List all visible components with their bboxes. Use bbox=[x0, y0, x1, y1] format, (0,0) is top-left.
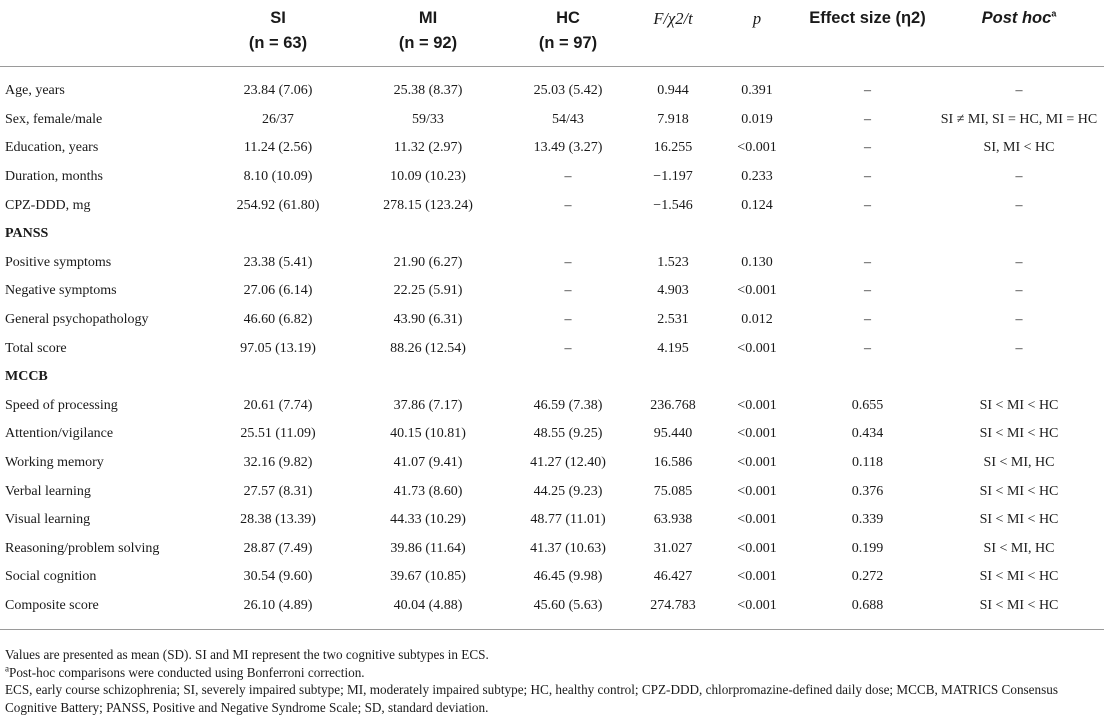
row-label: Speed of processing bbox=[5, 397, 118, 413]
cell-effect-size: – bbox=[864, 111, 871, 127]
cell-effect-size: 0.272 bbox=[851, 569, 884, 585]
cell-si bbox=[203, 363, 353, 392]
cell-post-hoc: SI < MI < HC bbox=[979, 569, 1059, 585]
cell-hc: 41.37 (10.63) bbox=[530, 540, 606, 556]
section-header-row bbox=[0, 363, 1104, 392]
cell-p-value: <0.001 bbox=[737, 140, 777, 156]
row-label: General psychopathology bbox=[5, 312, 149, 328]
cell-hc: 48.77 (11.01) bbox=[530, 512, 606, 528]
cell-post-hoc: – bbox=[1015, 340, 1023, 356]
cell-p-value: 0.124 bbox=[741, 197, 773, 213]
cell-p-value: <0.001 bbox=[737, 340, 777, 356]
cell-mi: 40.04 (4.88) bbox=[393, 597, 463, 613]
cell-si: 20.61 (7.74) bbox=[243, 397, 313, 413]
row-label: Visual learning bbox=[5, 512, 91, 528]
row-label: Reasoning/problem solving bbox=[5, 540, 160, 556]
footnote-marker: a bbox=[5, 663, 9, 674]
table-footnotes bbox=[5, 646, 1100, 716]
cell-hc: 41.27 (12.40) bbox=[530, 455, 606, 471]
cell-mi: 44.33 (10.29) bbox=[390, 512, 466, 528]
cell-mi: 37.86 (7.17) bbox=[393, 397, 463, 413]
table-row bbox=[0, 106, 1104, 135]
table-row bbox=[0, 277, 1104, 306]
header-effect-text: Effect size (η2) bbox=[809, 9, 926, 27]
cell-post-hoc: SI < MI, HC bbox=[983, 540, 1055, 556]
cell-statistic: 0.944 bbox=[657, 83, 689, 99]
footnote-values: Values are presented as mean (SD). SI and MI represent the two cognitive subtypes in ECS. bbox=[5, 647, 489, 662]
cell-effect-size: – bbox=[864, 140, 871, 156]
cell-post-hoc: SI ≠ MI, SI = HC, MI = HC bbox=[940, 111, 1098, 127]
cell-p-value: <0.001 bbox=[737, 397, 777, 413]
footnote-posthoc-text: Post-hoc comparisons were conducted using Bonferroni correction. bbox=[9, 664, 365, 680]
cell-effect-size: 0.199 bbox=[851, 540, 884, 556]
cell-mi: 88.26 (12.54) bbox=[390, 340, 466, 356]
cell-hc: 45.60 (5.63) bbox=[533, 597, 603, 613]
cell-p-value: <0.001 bbox=[737, 597, 777, 613]
cell-si: 46.60 (6.82) bbox=[243, 312, 313, 328]
header-statistic-text: F/χ2/t bbox=[653, 9, 693, 28]
cell-statistic: −1.197 bbox=[653, 169, 693, 185]
header-hc-title: HC bbox=[556, 9, 580, 27]
cell-effect-size bbox=[801, 363, 934, 392]
table-row bbox=[0, 392, 1104, 421]
cell-si: 27.06 (6.14) bbox=[243, 283, 313, 299]
cell-statistic: 2.531 bbox=[657, 312, 689, 328]
cell-mi: 59/33 bbox=[412, 111, 444, 127]
cell-si: 27.57 (8.31) bbox=[243, 483, 313, 499]
header-label-cell bbox=[0, 0, 203, 67]
header-post-hoc bbox=[934, 0, 1104, 67]
cell-hc: – bbox=[564, 283, 572, 299]
cell-p-value: <0.001 bbox=[737, 569, 777, 585]
row-label: Working memory bbox=[5, 455, 104, 471]
row-label: Social cognition bbox=[5, 569, 97, 585]
cell-statistic: 274.783 bbox=[650, 597, 696, 613]
header-si bbox=[203, 0, 353, 67]
cell-mi: 278.15 (123.24) bbox=[383, 197, 473, 213]
cell-hc: 13.49 (3.27) bbox=[533, 140, 603, 156]
header-hc bbox=[503, 0, 633, 67]
cell-p-value: <0.001 bbox=[737, 483, 777, 499]
table-body bbox=[0, 67, 1104, 630]
cell-p-value bbox=[713, 220, 801, 249]
cell-hc: – bbox=[564, 340, 572, 356]
cell-post-hoc: SI < MI, HC bbox=[983, 455, 1055, 471]
cell-effect-size: – bbox=[864, 197, 871, 213]
cell-post-hoc: – bbox=[1015, 283, 1023, 299]
table-row bbox=[0, 592, 1104, 630]
cell-p-value: 0.233 bbox=[741, 169, 773, 185]
cell-p-value: <0.001 bbox=[737, 512, 777, 528]
cell-si: 26.10 (4.89) bbox=[243, 597, 313, 613]
cell-statistic: 7.918 bbox=[657, 111, 689, 127]
cell-p-value: <0.001 bbox=[737, 455, 777, 471]
header-posthoc-text: Post hoc bbox=[981, 9, 1052, 27]
cell-mi: 11.32 (2.97) bbox=[393, 140, 463, 156]
row-label: Total score bbox=[5, 340, 67, 356]
cell-effect-size: 0.118 bbox=[852, 455, 883, 471]
row-label: Composite score bbox=[5, 597, 99, 613]
footnote-posthoc bbox=[5, 664, 1100, 682]
cell-si: 25.51 (11.09) bbox=[240, 426, 316, 442]
cell-p-value: 0.130 bbox=[741, 254, 773, 270]
cell-effect-size: – bbox=[864, 83, 871, 99]
cell-statistic: 46.427 bbox=[653, 569, 693, 585]
row-label: Negative symptoms bbox=[5, 283, 117, 299]
cell-si: 26/37 bbox=[262, 111, 294, 127]
table-row bbox=[0, 334, 1104, 363]
cell-statistic: 4.903 bbox=[657, 283, 689, 299]
cell-post-hoc bbox=[934, 363, 1104, 392]
cell-hc: 25.03 (5.42) bbox=[533, 83, 603, 99]
cell-hc: 44.25 (9.23) bbox=[533, 483, 603, 499]
section-title: MCCB bbox=[5, 369, 48, 385]
cell-post-hoc: SI < MI < HC bbox=[979, 397, 1059, 413]
cell-si: 23.84 (7.06) bbox=[243, 83, 313, 99]
cell-effect-size: – bbox=[864, 254, 871, 270]
cell-hc: – bbox=[564, 312, 572, 328]
cell-si: 11.24 (2.56) bbox=[243, 140, 313, 156]
row-label: Duration, months bbox=[5, 169, 103, 185]
cell-p-value: <0.001 bbox=[737, 426, 777, 442]
header-hc-n: (n = 97) bbox=[538, 34, 598, 52]
cell-post-hoc bbox=[934, 220, 1104, 249]
header-posthoc-footnote-marker: a bbox=[1051, 8, 1057, 19]
table-row bbox=[0, 535, 1104, 564]
row-label: Verbal learning bbox=[5, 483, 91, 499]
cell-effect-size: 0.339 bbox=[851, 512, 884, 528]
cell-effect-size: – bbox=[864, 340, 871, 356]
section-header-row bbox=[0, 220, 1104, 249]
cell-statistic: 4.195 bbox=[657, 340, 689, 356]
cell-hc: 46.59 (7.38) bbox=[533, 397, 603, 413]
table-row bbox=[0, 420, 1104, 449]
cell-si: 97.05 (13.19) bbox=[240, 340, 316, 356]
cell-statistic: 1.523 bbox=[657, 254, 689, 270]
cell-effect-size: 0.688 bbox=[851, 597, 884, 613]
cell-mi: 40.15 (10.81) bbox=[390, 426, 466, 442]
cell-si: 23.38 (5.41) bbox=[243, 254, 313, 270]
table-row bbox=[0, 563, 1104, 592]
cell-hc bbox=[503, 220, 633, 249]
cell-post-hoc: – bbox=[1015, 312, 1023, 328]
cell-post-hoc: SI, MI < HC bbox=[983, 140, 1055, 156]
cell-hc: 46.45 (9.98) bbox=[533, 569, 603, 585]
cell-statistic: 63.938 bbox=[653, 512, 693, 528]
cell-post-hoc: – bbox=[1015, 254, 1023, 270]
cell-post-hoc: – bbox=[1015, 169, 1023, 185]
cell-mi: 41.07 (9.41) bbox=[393, 455, 463, 471]
cell-hc: – bbox=[564, 254, 572, 270]
cell-mi: 25.38 (8.37) bbox=[393, 83, 463, 99]
cell-mi bbox=[353, 363, 503, 392]
table-row bbox=[0, 306, 1104, 335]
cell-statistic: 75.085 bbox=[653, 483, 693, 499]
cell-mi bbox=[353, 220, 503, 249]
cell-si: 32.16 (9.82) bbox=[243, 455, 313, 471]
cell-statistic: 16.586 bbox=[653, 455, 693, 471]
cell-effect-size bbox=[801, 220, 934, 249]
cell-p-value: <0.001 bbox=[737, 540, 777, 556]
header-effect-size bbox=[801, 0, 934, 67]
header-si-title: SI bbox=[270, 9, 286, 27]
cell-hc bbox=[503, 363, 633, 392]
cell-hc: – bbox=[564, 197, 572, 213]
cell-statistic bbox=[633, 220, 713, 249]
cell-si: 28.87 (7.49) bbox=[243, 540, 313, 556]
cell-post-hoc: SI < MI < HC bbox=[979, 512, 1059, 528]
cell-post-hoc: SI < MI < HC bbox=[979, 483, 1059, 499]
cell-hc: 48.55 (9.25) bbox=[533, 426, 603, 442]
cell-effect-size: – bbox=[864, 283, 871, 299]
cell-si: 254.92 (61.80) bbox=[236, 197, 320, 213]
table-row bbox=[0, 134, 1104, 163]
cell-p-value: 0.019 bbox=[741, 111, 773, 127]
cell-mi: 39.86 (11.64) bbox=[390, 540, 466, 556]
cell-mi: 39.67 (10.85) bbox=[390, 569, 466, 585]
table-row bbox=[0, 67, 1104, 106]
cell-hc: 54/43 bbox=[552, 111, 584, 127]
header-mi-n: (n = 92) bbox=[398, 34, 458, 52]
cell-effect-size: 0.655 bbox=[851, 397, 884, 413]
row-label: Education, years bbox=[5, 140, 99, 156]
cell-mi: 10.09 (10.23) bbox=[390, 169, 466, 185]
cell-effect-size: 0.434 bbox=[851, 426, 884, 442]
table-row bbox=[0, 191, 1104, 220]
cell-statistic: 236.768 bbox=[650, 397, 696, 413]
cell-mi: 21.90 (6.27) bbox=[393, 254, 463, 270]
section-title: PANSS bbox=[5, 226, 49, 242]
header-statistic bbox=[633, 0, 713, 67]
cell-post-hoc: – bbox=[1015, 83, 1023, 99]
header-mi-title: MI bbox=[418, 9, 438, 27]
cell-effect-size: – bbox=[864, 312, 871, 328]
row-label: Positive symptoms bbox=[5, 254, 112, 270]
row-label: Age, years bbox=[5, 83, 65, 99]
cell-statistic: 31.027 bbox=[653, 540, 693, 556]
cell-mi: 22.25 (5.91) bbox=[393, 283, 463, 299]
header-mi bbox=[353, 0, 503, 67]
row-label: Attention/vigilance bbox=[5, 426, 114, 442]
cell-post-hoc: SI < MI < HC bbox=[979, 597, 1059, 613]
cell-p-value: <0.001 bbox=[737, 283, 777, 299]
table-row bbox=[0, 506, 1104, 535]
cell-si bbox=[203, 220, 353, 249]
row-label: Sex, female/male bbox=[5, 111, 103, 127]
header-p-text: p bbox=[752, 9, 762, 28]
header-row bbox=[0, 0, 1104, 67]
footnote-abbreviations: ECS, early course schizophrenia; SI, severely impaired subtype; MI, moderately impaired subtype; HC, healthy control; CPZ-DDD, chlorpromazine-defined daily dose; MCCB, MATRICS Consensus Cognitive Battery; PANSS, Positive and Negative Syndrome Scale; SD, standard deviation. bbox=[5, 682, 1058, 715]
cell-p-value: 0.012 bbox=[741, 312, 773, 328]
table-row bbox=[0, 449, 1104, 478]
cell-statistic: −1.546 bbox=[653, 197, 693, 213]
cell-effect-size: – bbox=[864, 169, 871, 185]
cell-statistic bbox=[633, 363, 713, 392]
table-row bbox=[0, 477, 1104, 506]
cell-si: 28.38 (13.39) bbox=[240, 512, 316, 528]
table-row bbox=[0, 163, 1104, 192]
cell-statistic: 95.440 bbox=[653, 426, 693, 442]
row-label: CPZ-DDD, mg bbox=[5, 197, 91, 213]
table-header bbox=[0, 0, 1104, 67]
cell-si: 8.10 (10.09) bbox=[243, 169, 313, 185]
cell-p-value: 0.391 bbox=[741, 83, 773, 99]
cell-post-hoc: – bbox=[1015, 197, 1023, 213]
header-p-value bbox=[713, 0, 801, 67]
cell-effect-size: 0.376 bbox=[851, 483, 884, 499]
cell-statistic: 16.255 bbox=[653, 140, 693, 156]
table-row bbox=[0, 249, 1104, 278]
cell-mi: 41.73 (8.60) bbox=[393, 483, 463, 499]
cell-hc: – bbox=[564, 169, 572, 185]
cell-p-value bbox=[713, 363, 801, 392]
cell-mi: 43.90 (6.31) bbox=[393, 312, 463, 328]
cell-si: 30.54 (9.60) bbox=[243, 569, 313, 585]
header-si-n: (n = 63) bbox=[248, 34, 308, 52]
cell-post-hoc: SI < MI < HC bbox=[979, 426, 1059, 442]
